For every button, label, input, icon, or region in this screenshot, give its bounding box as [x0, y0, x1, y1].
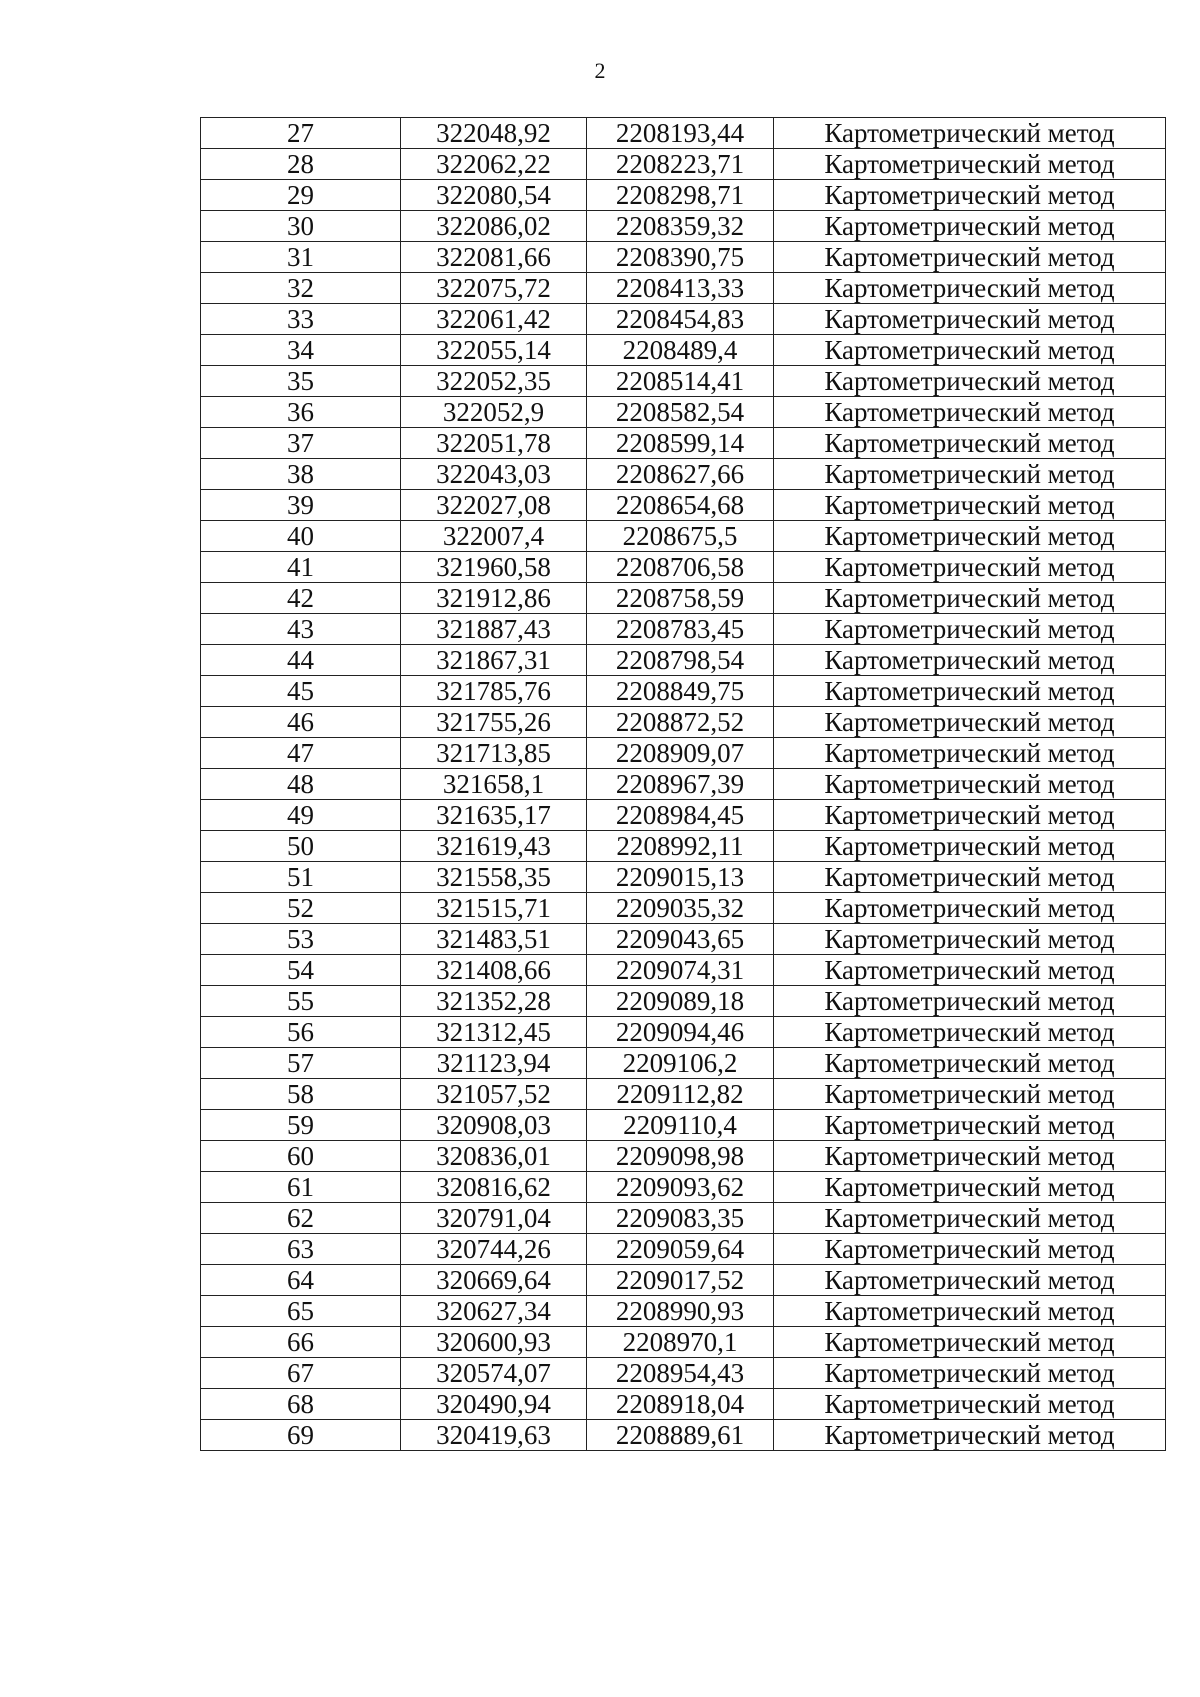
- table-row: [201, 459, 1166, 490]
- y-coordinate-cell: 2208654,68: [587, 490, 774, 521]
- point-number-cell: 28: [201, 149, 401, 180]
- method-cell: Картометрический метод: [774, 800, 1166, 831]
- point-number-cell: 68: [201, 1389, 401, 1420]
- table-row: [201, 490, 1166, 521]
- table-row: [201, 645, 1166, 676]
- point-number-cell: 31: [201, 242, 401, 273]
- method-cell: Картометрический метод: [774, 459, 1166, 490]
- x-coordinate-cell: 322075,72: [401, 273, 587, 304]
- y-coordinate-cell: 2208970,1: [587, 1327, 774, 1358]
- x-coordinate-cell: 322048,92: [401, 118, 587, 149]
- method-cell: Картометрический метод: [774, 583, 1166, 614]
- y-coordinate-cell: 2208758,59: [587, 583, 774, 614]
- y-coordinate-cell: 2208413,33: [587, 273, 774, 304]
- table-row: [201, 1265, 1166, 1296]
- x-coordinate-cell: 322043,03: [401, 459, 587, 490]
- table-row: [201, 1110, 1166, 1141]
- x-coordinate-cell: 321483,51: [401, 924, 587, 955]
- table-row: [201, 397, 1166, 428]
- point-number-cell: 50: [201, 831, 401, 862]
- table-row: [201, 614, 1166, 645]
- method-cell: Картометрический метод: [774, 769, 1166, 800]
- x-coordinate-cell: 321912,86: [401, 583, 587, 614]
- y-coordinate-cell: 2208706,58: [587, 552, 774, 583]
- point-number-cell: 29: [201, 180, 401, 211]
- x-coordinate-cell: 321352,28: [401, 986, 587, 1017]
- y-coordinate-cell: 2209110,4: [587, 1110, 774, 1141]
- x-coordinate-cell: 320419,63: [401, 1420, 587, 1451]
- table-row: [201, 335, 1166, 366]
- table-row: [201, 862, 1166, 893]
- point-number-cell: 57: [201, 1048, 401, 1079]
- table-row: [201, 118, 1166, 149]
- y-coordinate-cell: 2209043,65: [587, 924, 774, 955]
- method-cell: Картометрический метод: [774, 490, 1166, 521]
- coordinates-table-body: [201, 118, 1166, 1451]
- point-number-cell: 63: [201, 1234, 401, 1265]
- point-number-cell: 54: [201, 955, 401, 986]
- y-coordinate-cell: 2208783,45: [587, 614, 774, 645]
- table-row: [201, 1141, 1166, 1172]
- y-coordinate-cell: 2208193,44: [587, 118, 774, 149]
- x-coordinate-cell: 322051,78: [401, 428, 587, 459]
- method-cell: Картометрический метод: [774, 552, 1166, 583]
- y-coordinate-cell: 2208798,54: [587, 645, 774, 676]
- y-coordinate-cell: 2208298,71: [587, 180, 774, 211]
- x-coordinate-cell: 320600,93: [401, 1327, 587, 1358]
- method-cell: Картометрический метод: [774, 366, 1166, 397]
- page-number: 2: [594, 58, 606, 83]
- point-number-cell: 58: [201, 1079, 401, 1110]
- table-row: [201, 1203, 1166, 1234]
- table-row: [201, 1234, 1166, 1265]
- y-coordinate-cell: 2208918,04: [587, 1389, 774, 1420]
- x-coordinate-cell: 321887,43: [401, 614, 587, 645]
- x-coordinate-cell: 322062,22: [401, 149, 587, 180]
- y-coordinate-cell: 2208582,54: [587, 397, 774, 428]
- x-coordinate-cell: 321123,94: [401, 1048, 587, 1079]
- table-row: [201, 986, 1166, 1017]
- table-row: [201, 1172, 1166, 1203]
- point-number-cell: 56: [201, 1017, 401, 1048]
- y-coordinate-cell: 2208359,32: [587, 211, 774, 242]
- table-row: [201, 1358, 1166, 1389]
- method-cell: Картометрический метод: [774, 831, 1166, 862]
- y-coordinate-cell: 2209074,31: [587, 955, 774, 986]
- x-coordinate-cell: 321057,52: [401, 1079, 587, 1110]
- method-cell: Картометрический метод: [774, 242, 1166, 273]
- x-coordinate-cell: 321785,76: [401, 676, 587, 707]
- table-row: [201, 242, 1166, 273]
- point-number-cell: 67: [201, 1358, 401, 1389]
- point-number-cell: 55: [201, 986, 401, 1017]
- method-cell: Картометрический метод: [774, 893, 1166, 924]
- x-coordinate-cell: 321619,43: [401, 831, 587, 862]
- point-number-cell: 43: [201, 614, 401, 645]
- y-coordinate-cell: 2208454,83: [587, 304, 774, 335]
- method-cell: Картометрический метод: [774, 521, 1166, 552]
- table-row: [201, 1420, 1166, 1451]
- table-row: [201, 924, 1166, 955]
- y-coordinate-cell: 2209093,62: [587, 1172, 774, 1203]
- point-number-cell: 61: [201, 1172, 401, 1203]
- table-row: [201, 583, 1166, 614]
- point-number-cell: 47: [201, 738, 401, 769]
- table-row: [201, 831, 1166, 862]
- method-cell: Картометрический метод: [774, 1017, 1166, 1048]
- x-coordinate-cell: 320908,03: [401, 1110, 587, 1141]
- point-number-cell: 52: [201, 893, 401, 924]
- method-cell: Картометрический метод: [774, 676, 1166, 707]
- method-cell: Картометрический метод: [774, 180, 1166, 211]
- method-cell: Картометрический метод: [774, 1110, 1166, 1141]
- point-number-cell: 37: [201, 428, 401, 459]
- point-number-cell: 64: [201, 1265, 401, 1296]
- table-row: [201, 1017, 1166, 1048]
- x-coordinate-cell: 321713,85: [401, 738, 587, 769]
- y-coordinate-cell: 2209094,46: [587, 1017, 774, 1048]
- table-row: [201, 769, 1166, 800]
- table-row: [201, 521, 1166, 552]
- x-coordinate-cell: 321960,58: [401, 552, 587, 583]
- method-cell: Картометрический метод: [774, 211, 1166, 242]
- table-row: [201, 1389, 1166, 1420]
- x-coordinate-cell: 321755,26: [401, 707, 587, 738]
- table-row: [201, 955, 1166, 986]
- x-coordinate-cell: 321312,45: [401, 1017, 587, 1048]
- y-coordinate-cell: 2208889,61: [587, 1420, 774, 1451]
- point-number-cell: 65: [201, 1296, 401, 1327]
- table-row: [201, 1327, 1166, 1358]
- table-row: [201, 552, 1166, 583]
- coordinates-table: [200, 117, 1166, 1451]
- method-cell: Картометрический метод: [774, 1420, 1166, 1451]
- method-cell: Картометрический метод: [774, 1172, 1166, 1203]
- y-coordinate-cell: 2209112,82: [587, 1079, 774, 1110]
- point-number-cell: 66: [201, 1327, 401, 1358]
- method-cell: Картометрический метод: [774, 924, 1166, 955]
- x-coordinate-cell: 322007,4: [401, 521, 587, 552]
- method-cell: Картометрический метод: [774, 645, 1166, 676]
- x-coordinate-cell: 320816,62: [401, 1172, 587, 1203]
- method-cell: Картометрический метод: [774, 1327, 1166, 1358]
- table-row: [201, 1296, 1166, 1327]
- point-number-cell: 69: [201, 1420, 401, 1451]
- method-cell: Картометрический метод: [774, 986, 1166, 1017]
- method-cell: Картометрический метод: [774, 1141, 1166, 1172]
- x-coordinate-cell: 320791,04: [401, 1203, 587, 1234]
- point-number-cell: 44: [201, 645, 401, 676]
- method-cell: Картометрический метод: [774, 1079, 1166, 1110]
- y-coordinate-cell: 2208990,93: [587, 1296, 774, 1327]
- method-cell: Картометрический метод: [774, 1048, 1166, 1079]
- x-coordinate-cell: 322061,42: [401, 304, 587, 335]
- point-number-cell: 59: [201, 1110, 401, 1141]
- point-number-cell: 30: [201, 211, 401, 242]
- method-cell: Картометрический метод: [774, 955, 1166, 986]
- method-cell: Картометрический метод: [774, 1358, 1166, 1389]
- y-coordinate-cell: 2208599,14: [587, 428, 774, 459]
- table-row: [201, 149, 1166, 180]
- x-coordinate-cell: 321658,1: [401, 769, 587, 800]
- table-row: [201, 1048, 1166, 1079]
- x-coordinate-cell: 322086,02: [401, 211, 587, 242]
- y-coordinate-cell: 2208390,75: [587, 242, 774, 273]
- y-coordinate-cell: 2209098,98: [587, 1141, 774, 1172]
- point-number-cell: 40: [201, 521, 401, 552]
- x-coordinate-cell: 321408,66: [401, 955, 587, 986]
- table-row: [201, 211, 1166, 242]
- point-number-cell: 60: [201, 1141, 401, 1172]
- method-cell: Картометрический метод: [774, 273, 1166, 304]
- method-cell: Картометрический метод: [774, 304, 1166, 335]
- point-number-cell: 48: [201, 769, 401, 800]
- x-coordinate-cell: 322052,35: [401, 366, 587, 397]
- point-number-cell: 36: [201, 397, 401, 428]
- table-row: [201, 738, 1166, 769]
- y-coordinate-cell: 2209035,32: [587, 893, 774, 924]
- x-coordinate-cell: 322081,66: [401, 242, 587, 273]
- x-coordinate-cell: 320490,94: [401, 1389, 587, 1420]
- point-number-cell: 34: [201, 335, 401, 366]
- method-cell: Картометрический метод: [774, 335, 1166, 366]
- x-coordinate-cell: 320836,01: [401, 1141, 587, 1172]
- x-coordinate-cell: 320669,64: [401, 1265, 587, 1296]
- x-coordinate-cell: 320574,07: [401, 1358, 587, 1389]
- method-cell: Картометрический метод: [774, 149, 1166, 180]
- table-row: [201, 893, 1166, 924]
- y-coordinate-cell: 2209089,18: [587, 986, 774, 1017]
- point-number-cell: 32: [201, 273, 401, 304]
- point-number-cell: 45: [201, 676, 401, 707]
- y-coordinate-cell: 2208675,5: [587, 521, 774, 552]
- y-coordinate-cell: 2209083,35: [587, 1203, 774, 1234]
- method-cell: Картометрический метод: [774, 428, 1166, 459]
- table-row: [201, 428, 1166, 459]
- method-cell: Картометрический метод: [774, 1265, 1166, 1296]
- point-number-cell: 42: [201, 583, 401, 614]
- method-cell: Картометрический метод: [774, 1234, 1166, 1265]
- x-coordinate-cell: 321515,71: [401, 893, 587, 924]
- x-coordinate-cell: 321635,17: [401, 800, 587, 831]
- point-number-cell: 46: [201, 707, 401, 738]
- point-number-cell: 41: [201, 552, 401, 583]
- point-number-cell: 39: [201, 490, 401, 521]
- y-coordinate-cell: 2209106,2: [587, 1048, 774, 1079]
- x-coordinate-cell: 321558,35: [401, 862, 587, 893]
- point-number-cell: 53: [201, 924, 401, 955]
- point-number-cell: 49: [201, 800, 401, 831]
- x-coordinate-cell: 320627,34: [401, 1296, 587, 1327]
- y-coordinate-cell: 2209059,64: [587, 1234, 774, 1265]
- method-cell: Картометрический метод: [774, 1389, 1166, 1420]
- method-cell: Картометрический метод: [774, 614, 1166, 645]
- y-coordinate-cell: 2208627,66: [587, 459, 774, 490]
- point-number-cell: 38: [201, 459, 401, 490]
- table-row: [201, 273, 1166, 304]
- point-number-cell: 33: [201, 304, 401, 335]
- method-cell: Картометрический метод: [774, 1203, 1166, 1234]
- x-coordinate-cell: 321867,31: [401, 645, 587, 676]
- table-row: [201, 366, 1166, 397]
- y-coordinate-cell: 2208954,43: [587, 1358, 774, 1389]
- table-row: [201, 180, 1166, 211]
- y-coordinate-cell: 2208489,4: [587, 335, 774, 366]
- table-row: [201, 304, 1166, 335]
- table-row: [201, 676, 1166, 707]
- point-number-cell: 35: [201, 366, 401, 397]
- table-row: [201, 800, 1166, 831]
- y-coordinate-cell: 2208992,11: [587, 831, 774, 862]
- y-coordinate-cell: 2208872,52: [587, 707, 774, 738]
- x-coordinate-cell: 320744,26: [401, 1234, 587, 1265]
- method-cell: Картометрический метод: [774, 707, 1166, 738]
- y-coordinate-cell: 2208909,07: [587, 738, 774, 769]
- point-number-cell: 51: [201, 862, 401, 893]
- point-number-cell: 27: [201, 118, 401, 149]
- method-cell: Картометрический метод: [774, 738, 1166, 769]
- x-coordinate-cell: 322080,54: [401, 180, 587, 211]
- y-coordinate-cell: 2208849,75: [587, 676, 774, 707]
- x-coordinate-cell: 322027,08: [401, 490, 587, 521]
- method-cell: Картометрический метод: [774, 397, 1166, 428]
- y-coordinate-cell: 2209015,13: [587, 862, 774, 893]
- y-coordinate-cell: 2208223,71: [587, 149, 774, 180]
- y-coordinate-cell: 2208984,45: [587, 800, 774, 831]
- point-number-cell: 62: [201, 1203, 401, 1234]
- y-coordinate-cell: 2208967,39: [587, 769, 774, 800]
- y-coordinate-cell: 2209017,52: [587, 1265, 774, 1296]
- table-row: [201, 1079, 1166, 1110]
- method-cell: Картометрический метод: [774, 118, 1166, 149]
- y-coordinate-cell: 2208514,41: [587, 366, 774, 397]
- x-coordinate-cell: 322055,14: [401, 335, 587, 366]
- table-row: [201, 707, 1166, 738]
- method-cell: Картометрический метод: [774, 1296, 1166, 1327]
- x-coordinate-cell: 322052,9: [401, 397, 587, 428]
- method-cell: Картометрический метод: [774, 862, 1166, 893]
